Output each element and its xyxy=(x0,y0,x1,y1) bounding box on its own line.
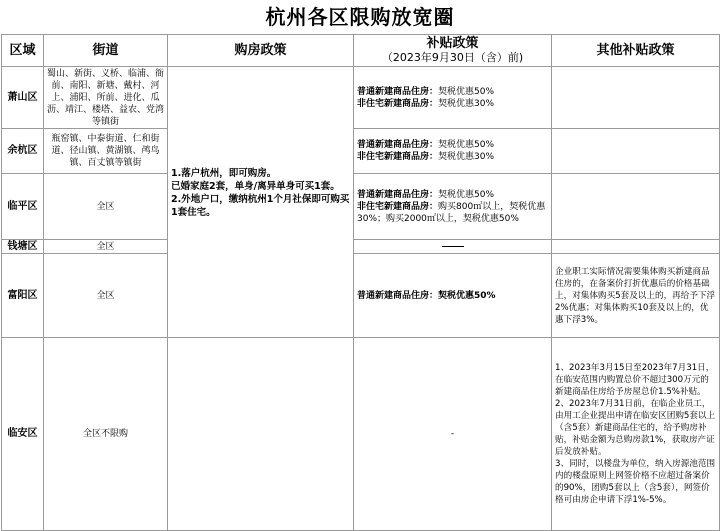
buy-policy-line3: 2.外地户口，缴纳杭州1个月社保即可购买1套住宅。 xyxy=(171,194,350,218)
district-linping: 临平区 xyxy=(2,174,44,240)
street-yuhang: 瓶窑镇、中泰街道、仁和街道、径山镇、黄湖镇、鸬鸟镇、百丈镇等镇街 xyxy=(44,129,168,174)
subsidy-fuyang xyxy=(354,254,552,338)
subsidy-value: 契税优惠50% xyxy=(438,189,495,200)
header-buy-policy: 购房政策 xyxy=(168,35,354,67)
subsidy-xiaoshan xyxy=(354,67,552,129)
other-fuyang: 企业职工实际情况需要集体购买新建商品住房的，在备案价打折优惠后的价格基础上，对集体购买5套及以上的，再给予下浮2%优惠；对集体购买10套及以上的，优惠下浮3%。 xyxy=(552,254,720,338)
row-qiantang xyxy=(2,240,720,254)
street-linan: 全区不限购 xyxy=(44,338,168,531)
district-yuhang: 余杭区 xyxy=(2,129,44,174)
street-linping: 全区 xyxy=(44,174,168,240)
other-qiantang xyxy=(552,240,720,254)
district-xiaoshan: 萧山区 xyxy=(2,67,44,129)
subsidy-value: 契税优惠50% xyxy=(438,290,496,301)
subsidy-label: 非住宅新建商品房： xyxy=(357,152,439,162)
header-district: 区域 xyxy=(2,35,44,67)
subsidy-value: 契税优惠30% xyxy=(438,98,495,109)
subsidy-label: 普通新建商品住房： xyxy=(357,189,439,200)
subsidy-value: 契税优惠50% xyxy=(438,86,495,97)
district-qiantang: 钱塘区 xyxy=(2,240,44,254)
subsidy-qiantang xyxy=(354,240,552,254)
street-fuyang: 全区 xyxy=(44,254,168,338)
subsidy-yuhang xyxy=(354,129,552,174)
subsidy-label: 普通新建商品住房： xyxy=(357,140,439,150)
header-subsidy xyxy=(354,35,552,67)
street-xiaoshan: 蜀山、新街、义桥、临浦、衙前、南阳、新塘、戴村、河上、浦阳、所前、进化、瓜沥、靖江、楼塔、益农、党湾等镇街 xyxy=(44,67,168,129)
subsidy-linping xyxy=(354,174,552,240)
subsidy-value: 购买800㎡以上，契税优惠30%；购买2000㎡以上，契税优惠50% xyxy=(357,201,546,224)
other-linan-item2: 2、2023年7月31日前，在临企业员工，由用工企业提出申请在临安区团购5套以上（含5套）新建商品住宅的，给予购房补贴，补贴金额为总购房款1%，获取房产证后发放补贴。 xyxy=(555,399,716,457)
other-linan xyxy=(552,338,720,531)
row-linan xyxy=(2,338,720,531)
policy-table xyxy=(1,34,720,531)
page-title: 杭州各区限购放宽圈 xyxy=(265,5,455,29)
other-linan-item1: 1、2023年3月15日至2023年7月31日，在临安范围内购置总价不超过300万元的新建商品住房给予房屋总价1.5%补贴。 xyxy=(555,363,715,397)
header-subsidy-title: 补贴政策 xyxy=(426,35,479,51)
district-fuyang: 富阳区 xyxy=(2,254,44,338)
buy-policy-line1: 1.落户杭州，即可购房。 xyxy=(171,168,277,179)
row-fuyang xyxy=(2,254,720,338)
row-yuhang xyxy=(2,129,720,174)
buy-policy-line2: 已婚家庭2套，单身/离异单身可买1套。 xyxy=(171,181,340,192)
subsidy-label: 非住宅新建商品房： xyxy=(357,201,439,212)
dash-divider xyxy=(442,246,464,247)
row-xiaoshan xyxy=(2,67,720,129)
district-linan: 临安区 xyxy=(2,338,44,531)
header-subsidy-date: （2023年9月30日（含）前) xyxy=(381,50,524,64)
other-linan-item3: 3、同时，以楼盘为单位，纳入房源池范围内的楼盘原则上网签价格不应超过备案价的90%，团购5套以上（含5套），网签价格可由房企申请下浮1%-5%。 xyxy=(555,459,716,505)
subsidy-linan: - xyxy=(354,338,552,531)
other-linping xyxy=(552,174,720,240)
subsidy-label: 非住宅新建商品房： xyxy=(357,98,439,109)
subsidy-label: 普通新建商品住房： xyxy=(357,290,439,301)
row-linping xyxy=(2,174,720,240)
other-yuhang xyxy=(552,129,720,174)
buy-policy-cell xyxy=(168,67,354,338)
subsidy-value: 契税优惠30% xyxy=(438,152,495,162)
other-xiaoshan xyxy=(552,67,720,129)
subsidy-value: 契税优惠50% xyxy=(438,140,495,150)
buy-policy-linan xyxy=(168,338,354,531)
street-qiantang: 全区 xyxy=(44,240,168,254)
header-street: 街道 xyxy=(44,35,168,67)
header-other: 其他补贴政策 xyxy=(552,35,720,67)
subsidy-label: 普通新建商品住房： xyxy=(357,86,439,97)
header-row xyxy=(2,35,720,67)
